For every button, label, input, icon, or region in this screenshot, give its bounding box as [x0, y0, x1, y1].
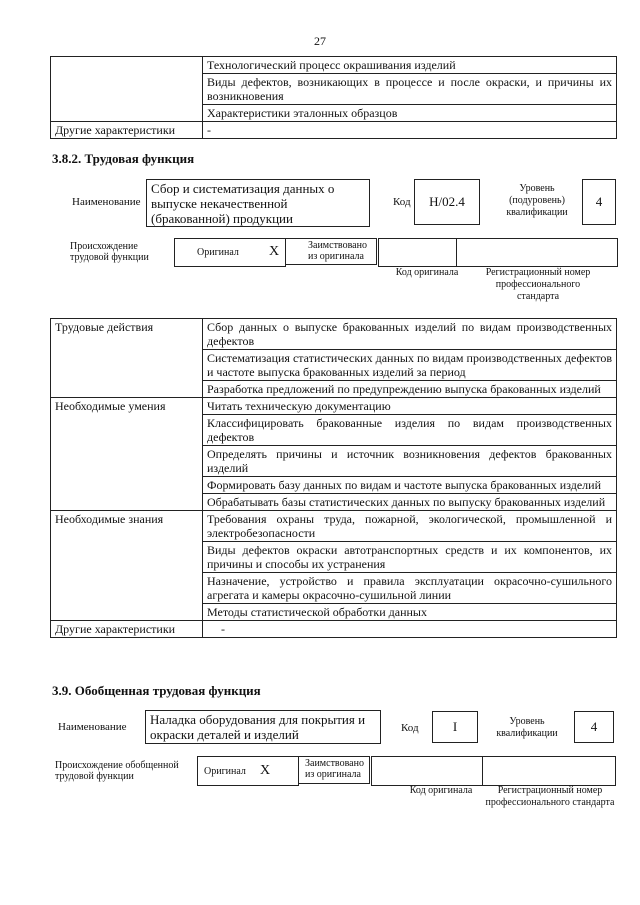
- borrowed-box: Заимствовано из оригинала: [298, 756, 370, 784]
- top-table-other-value: -: [203, 122, 617, 139]
- section-382-title: 3.8.2. Трудовая функция: [52, 151, 195, 166]
- origin-label: Происхождение трудовой функции: [70, 241, 149, 263]
- code-original-box: [378, 238, 457, 267]
- group-label: Необходимые знания: [51, 511, 203, 621]
- level-label: Уровень квалификации: [496, 716, 558, 739]
- code-original-caption: Код оригинала: [395, 267, 459, 278]
- borrowed-box: Заимствовано из оригинала: [285, 238, 377, 265]
- code-value: I: [432, 711, 478, 743]
- code-label: Код: [393, 196, 411, 208]
- main-table: [50, 318, 617, 638]
- level-value: 4: [582, 179, 616, 225]
- code-original-box: [371, 756, 483, 786]
- reg-number-box: [482, 756, 616, 786]
- reg-number-box: [456, 238, 618, 267]
- table-row: Виды дефектов окраски автотранспортных средств и их компонентов, их причины и способы их устранения: [203, 542, 617, 573]
- original-box: [174, 238, 286, 267]
- original-label: Оригинал: [204, 766, 246, 777]
- code-original-caption: Код оригинала: [409, 785, 473, 796]
- original-label: Оригинал: [197, 247, 239, 258]
- top-table-row: Характеристики эталонных образцов: [203, 105, 617, 122]
- table-row: Сбор данных о выпуске бракованных изделий по видам производственных дефектов: [203, 319, 617, 350]
- reg-number-caption: Регистрационный номер профессионального стандарта: [485, 267, 591, 302]
- name-label: Наименование: [58, 721, 127, 733]
- level-value: 4: [574, 711, 614, 743]
- table-row: Назначение, устройство и правила эксплуатации окрасочно-сушильного агрегата и камеры окрасочно-сушильной линии: [203, 573, 617, 604]
- main-table-other-value: -: [203, 621, 617, 638]
- code-label: Код: [401, 722, 419, 734]
- reg-number-caption: Регистрационный номер профессионального стандарта: [485, 785, 615, 808]
- original-mark: X: [260, 763, 271, 778]
- table-row: Читать техническую документацию: [203, 398, 617, 415]
- top-table-row: Виды дефектов, возникающих в процессе и после окраски, и причины их возникновения: [203, 74, 617, 105]
- table-row: Методы статистической обработки данных: [203, 604, 617, 621]
- table-row: Требования охраны труда, пожарной, экологической, промышленной и электробезопасности: [203, 511, 617, 542]
- table-row: Систематизация статистических данных по видам производственных дефектов и частоте выпуска бракованных изделий за период: [203, 350, 617, 381]
- top-table: [50, 56, 617, 139]
- top-table-label-cell: [51, 57, 203, 122]
- table-row: Классифицировать бракованные изделия по видам производственных дефектов: [203, 415, 617, 446]
- origin-label: Происхождение обобщенной трудовой функции: [55, 760, 179, 782]
- level-label: Уровень (подуровень) квалификации: [506, 183, 568, 218]
- table-row: Разработка предложений по предупреждению выпуска бракованных изделий: [203, 381, 617, 398]
- original-box: [197, 756, 299, 786]
- top-table-row: Технологический процесс окрашивания изделий: [203, 57, 617, 74]
- group-label: Трудовые действия: [51, 319, 203, 398]
- table-row: Определять причины и источник возникновения дефектов бракованных изделий: [203, 446, 617, 477]
- top-table-other-label: Другие характеристики: [51, 122, 203, 139]
- name-value: Наладка оборудования для покрытия и окраски деталей и изделий: [145, 710, 381, 744]
- name-value: Сбор и систематизация данных о выпуске некачественной (бракованной) продукции: [146, 179, 370, 227]
- page-number: 27: [314, 34, 326, 48]
- original-mark: X: [269, 244, 280, 259]
- group-label: Необходимые умения: [51, 398, 203, 511]
- table-row: Формировать базу данных по видам и частоте выпуска бракованных изделий: [203, 477, 617, 494]
- section-39-title: 3.9. Обобщенная трудовая функция: [52, 683, 261, 698]
- table-row: Обрабатывать базы статистических данных по выпуску бракованных изделий: [203, 494, 617, 511]
- main-table-other-label: Другие характеристики: [51, 621, 203, 638]
- code-value: H/02.4: [414, 179, 480, 225]
- name-label: Наименование: [72, 196, 141, 208]
